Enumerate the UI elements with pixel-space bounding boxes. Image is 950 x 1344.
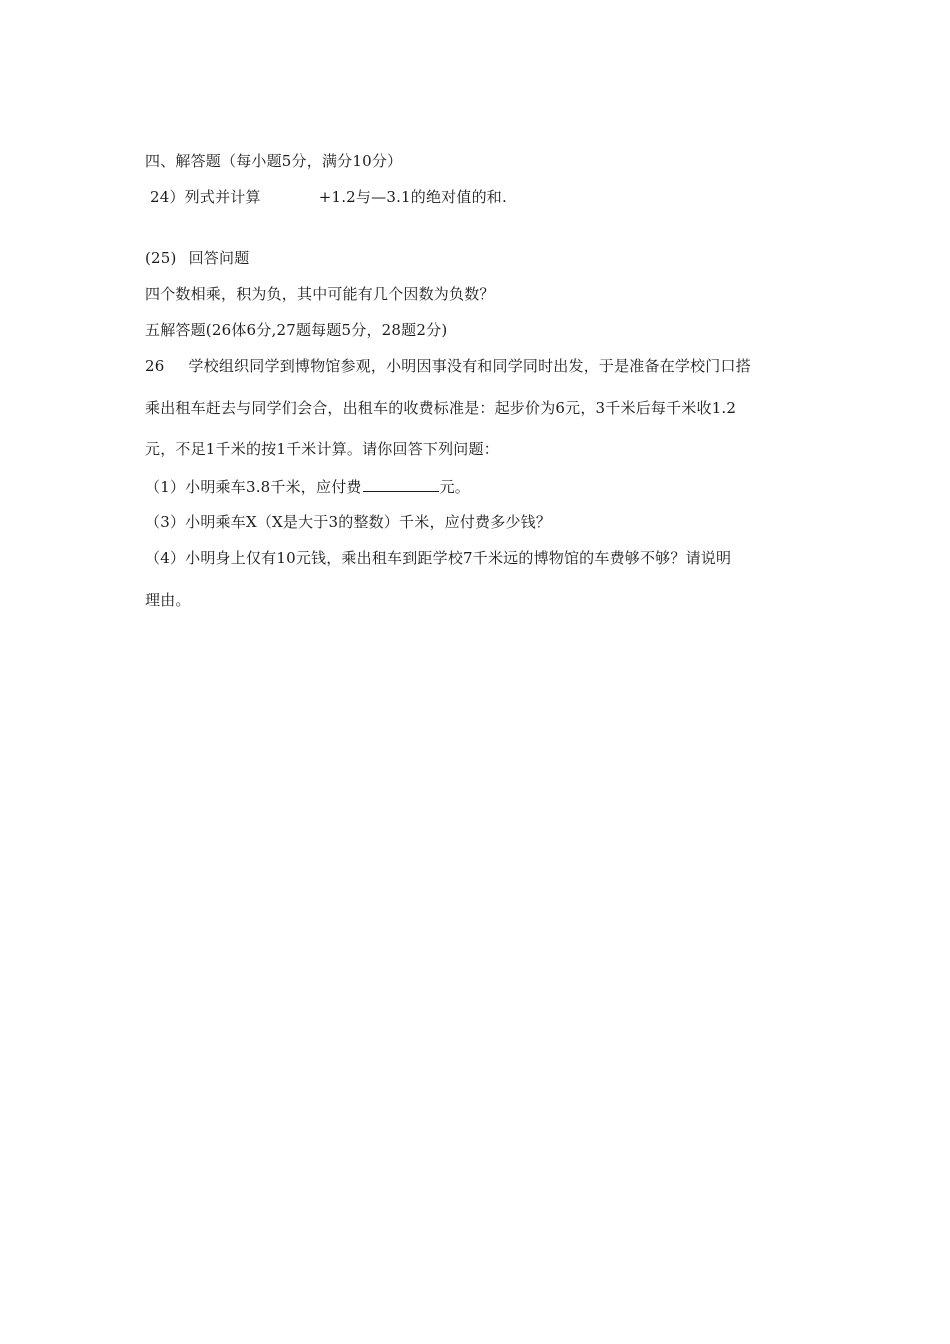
question-26-number: 26 — [145, 357, 165, 375]
question-26-sub-1 — [145, 476, 470, 497]
sub-1-unit: 元。 — [439, 478, 471, 496]
question-26-sub-4-line-1: （4）小明身上仅有10元钱，乘出租车到距学校7千米远的博物馆的车费够不够？请说明 — [145, 549, 732, 567]
question-24-label: 24）列式并计算 — [150, 188, 261, 206]
question-25-title: 回答问题 — [188, 249, 250, 267]
question-25-text: 四个数相乘，积为负，其中可能有几个因数为负数？ — [145, 285, 495, 303]
question-25-label: (25) — [145, 249, 177, 267]
question-26-sub-3: （3）小明乘车X（X是大于3的整数）千米，应付费多少钱？ — [145, 513, 552, 531]
question-26-line-3: 元，不足1千米的按1千米计算。请你回答下列问题： — [145, 440, 499, 458]
answer-blank[interactable] — [363, 476, 439, 492]
question-26-line-2: 乘出租车赶去与同学们会合，出租车的收费标准是：起步价为6元，3千米后每千米收1.2 — [145, 399, 737, 417]
question-26-sub-4-line-2: 理由。 — [145, 591, 191, 609]
question-26-line-1 — [145, 356, 751, 376]
question-26-body-1: 学校组织同学到博物馆参观，小明因事没有和同学同时出发，于是准备在学校门口搭 — [188, 357, 751, 375]
question-25-header — [145, 248, 249, 268]
section-4-heading: 四、解答题（每小题5分，满分10分） — [145, 152, 403, 170]
section-5-heading: 五解答题(26体6分,27题每题5分，28题2分) — [145, 321, 448, 339]
question-24 — [150, 187, 507, 207]
sub-1-text: （1）小明乘车3.8千米，应付费 — [145, 478, 362, 496]
question-24-expression: +1.2与—3.1的绝对值的和. — [318, 188, 507, 206]
